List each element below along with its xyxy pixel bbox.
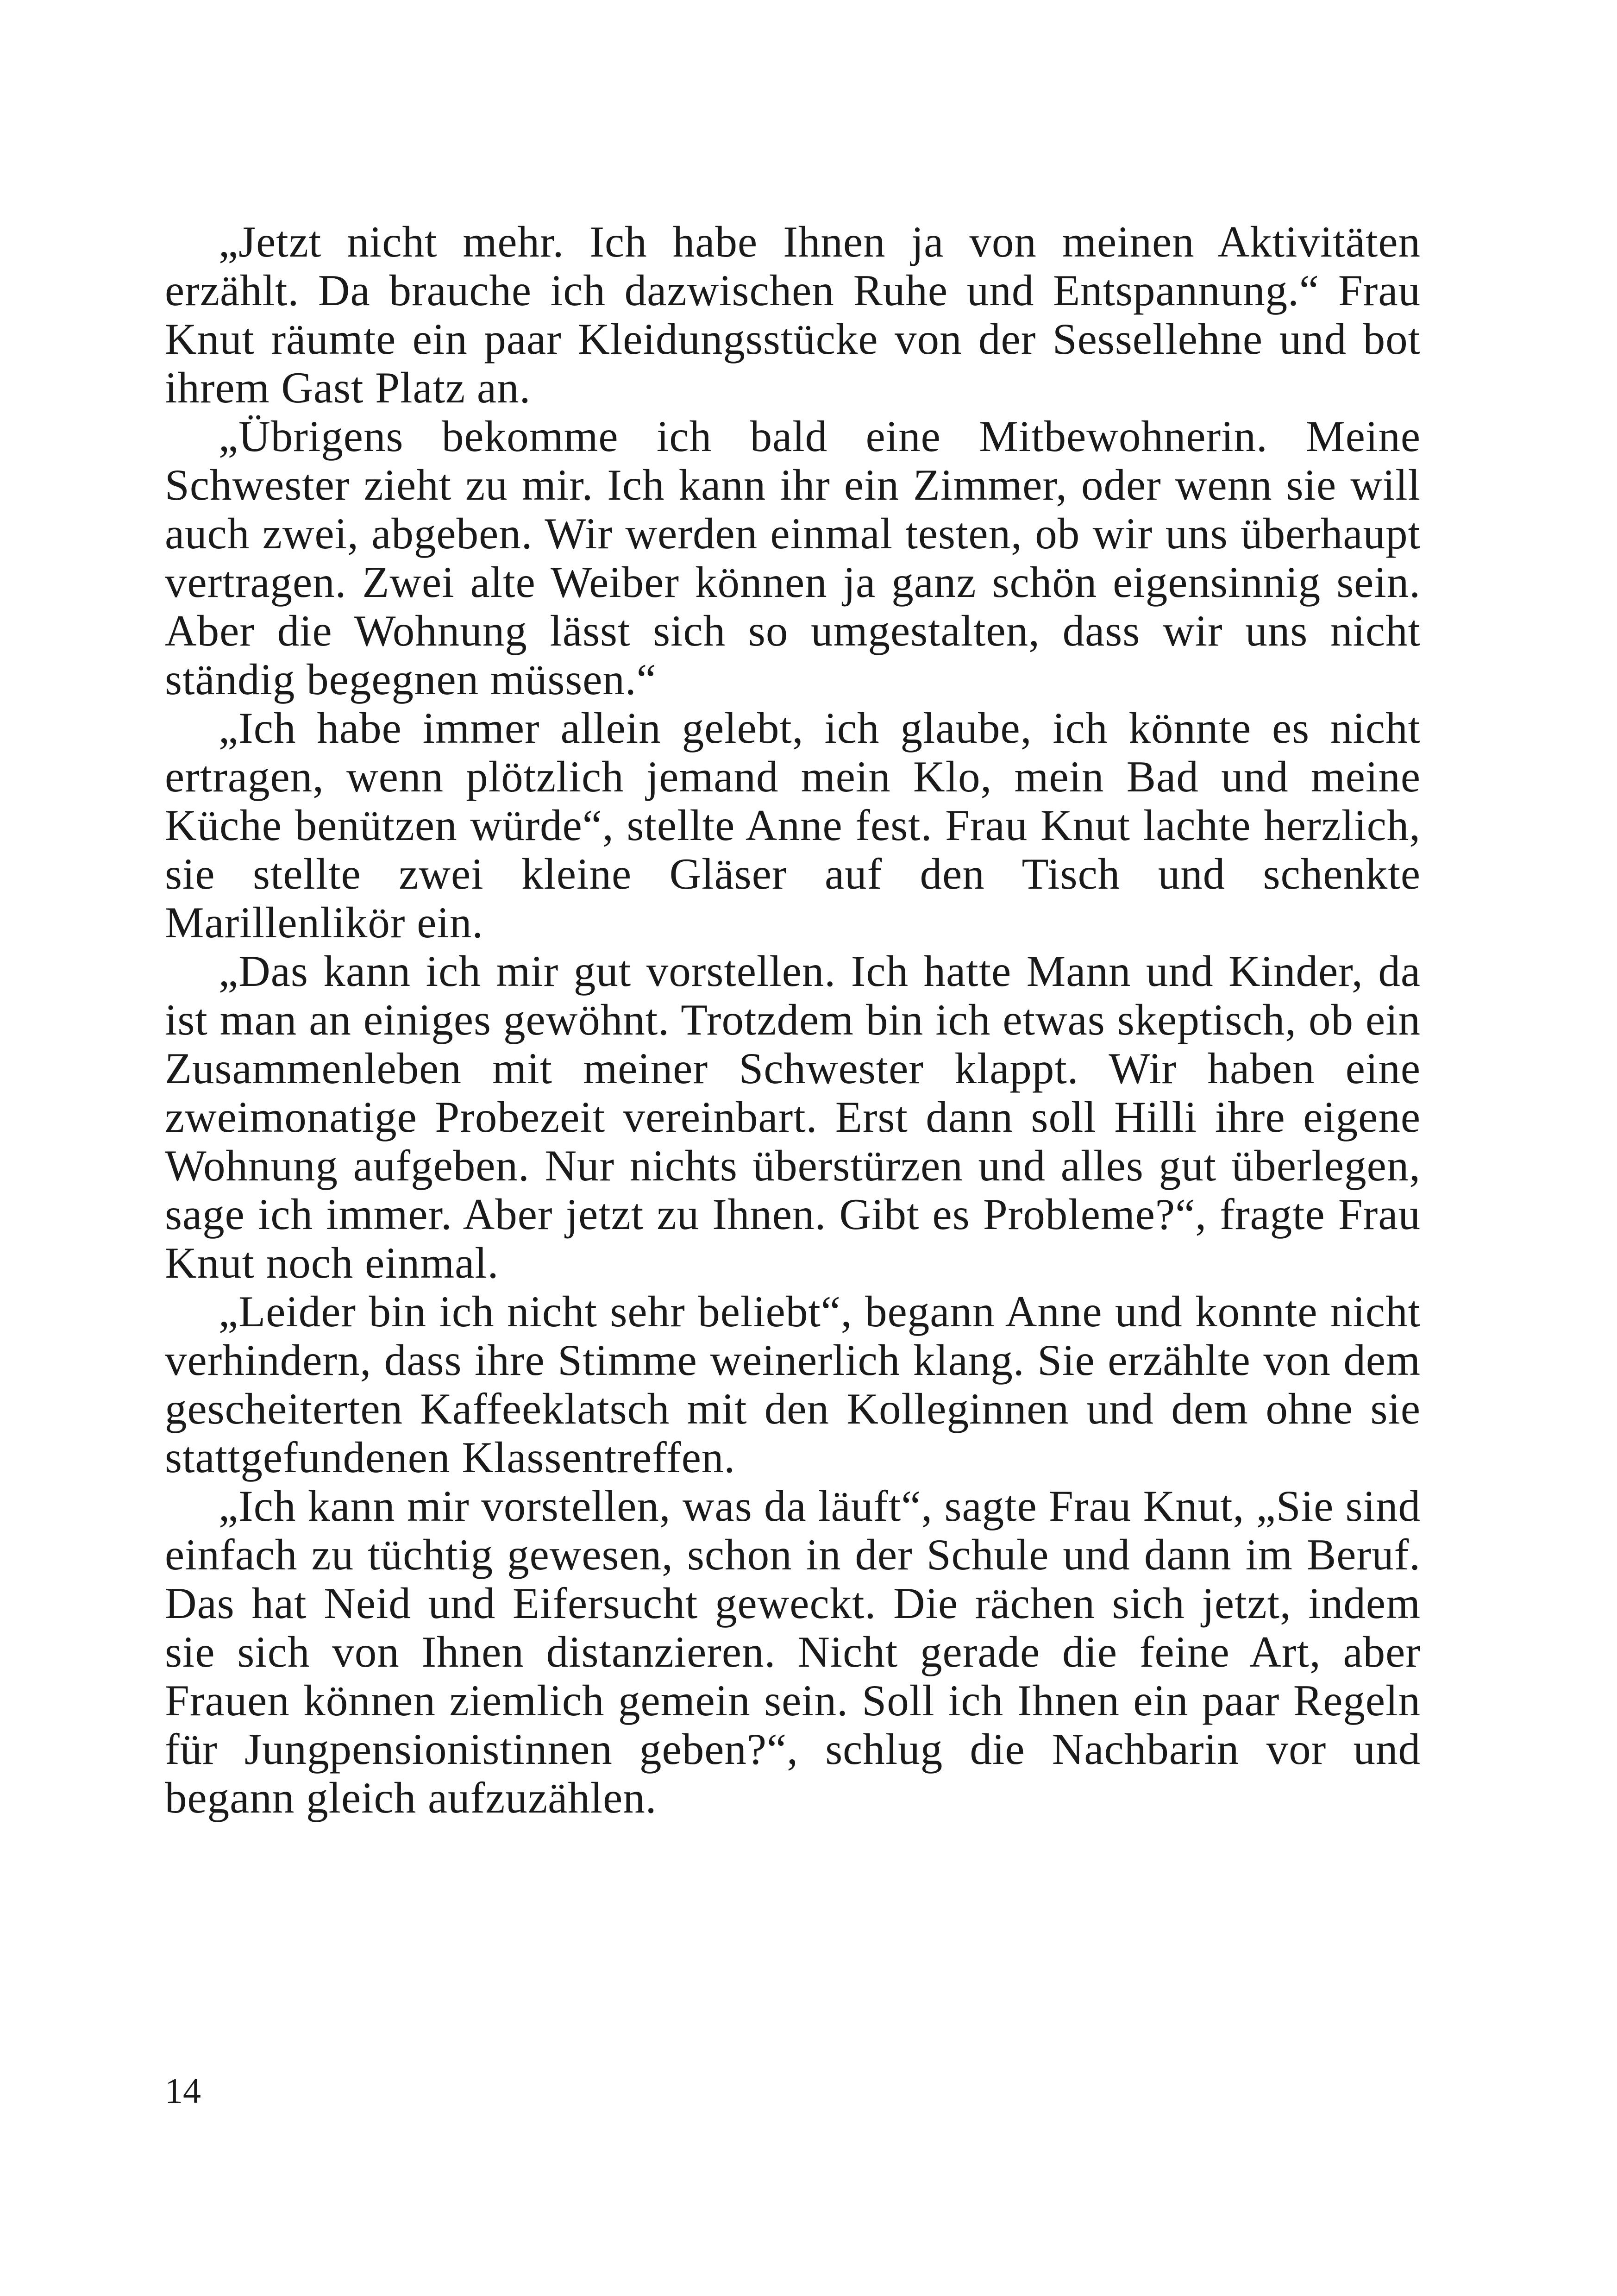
body-text <box>165 218 1421 1822</box>
paragraph-3: „Ich habe immer allein gelebt, ich glaube, ich könnte es nicht ertragen, wenn plötzlich jemand mein Klo, mein Bad und meine Küche benützen würde“, stellte Anne fest. Frau Knut lachte herzlich, sie stellte zwei kleine Gläser auf den Tisch und schenkte Marillenlikör ein. <box>165 703 1421 947</box>
page-number: 14 <box>165 2070 201 2111</box>
paragraph-4: „Das kann ich mir gut vorstellen. Ich hatte Mann und Kinder, da ist man an einiges gewöhnt. Trotzdem bin ich etwas skeptisch, ob ein Zusammenleben mit meiner Schwester klappt. Wir haben eine zweimonatige Probezeit vereinbart. Erst dann soll Hilli ihre eigene Wohnung aufgeben. Nur nichts überstürzen und alles gut überlegen, sage ich immer. Aber jetzt zu Ihnen. Gibt es Probleme?“, fragte Frau Knut noch einmal. <box>165 947 1421 1287</box>
paragraph-2: „Übrigens bekomme ich bald eine Mitbewohnerin. Meine Schwester zieht zu mir. Ich kann ihr ein Zimmer, oder wenn sie will auch zwei, abgeben. Wir werden einmal testen, ob wir uns überhaupt vertragen. Zwei alte Weiber können ja ganz schön eigensinnig sein. Aber die Wohnung lässt sich so umgestalten, dass wir uns nicht ständig begegnen müssen.“ <box>165 412 1421 704</box>
paragraph-6: „Ich kann mir vorstellen, was da läuft“, sagte Frau Knut, „Sie sind einfach zu tüchtig gewesen, schon in der Schule und dann im Beruf. Das hat Neid und Eifersucht geweckt. Die rächen sich jetzt, indem sie sich von Ihnen distanzieren. Nicht gerade die feine Art, aber Frauen können ziemlich gemein sein. Soll ich Ihnen ein paar Regeln für Jungpensionistinnen geben?“, schlug die Nachbarin vor und begann gleich aufzuzählen. <box>165 1481 1421 1822</box>
paragraph-5: „Leider bin ich nicht sehr beliebt“, begann Anne und konnte nicht verhindern, dass ihre Stimme weinerlich klang. Sie erzählte von dem gescheiterten Kaffeeklatsch mit den Kolleginnen und dem ohne sie stattgefundenen Klassentreffen. <box>165 1287 1421 1482</box>
paragraph-1: „Jetzt nicht mehr. Ich habe Ihnen ja von meinen Aktivitäten erzählt. Da brauche ich dazwischen Ruhe und Entspannung.“ Frau Knut räumte ein paar Kleidungsstücke von der Sessellehne und bot ihrem Gast Platz an. <box>165 217 1421 412</box>
